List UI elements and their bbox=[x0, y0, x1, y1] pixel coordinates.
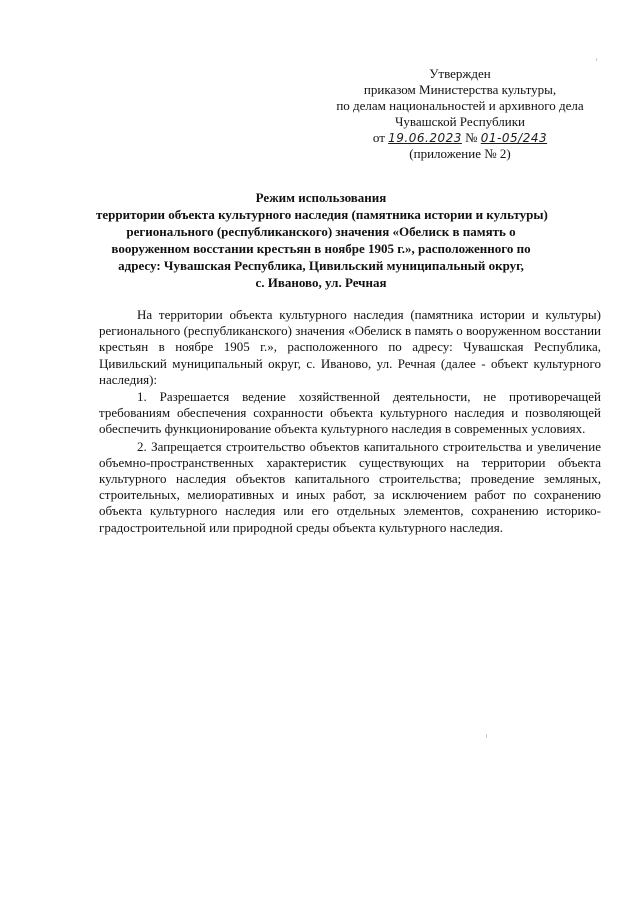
approval-ministry-line: по делам национальностей и архивного дела bbox=[336, 98, 584, 113]
approval-heading: Утвержден bbox=[429, 66, 491, 81]
title-line-4: вооруженном восстании крестьян в ноябре 1905 г.», расположенного по bbox=[111, 241, 531, 256]
title-line-2: территории объекта культурного наследия (памятника истории и культуры) bbox=[96, 207, 548, 222]
date-prefix: от bbox=[372, 130, 385, 145]
scan-artifact bbox=[486, 734, 487, 738]
approval-republic-line: Чувашской Республики bbox=[394, 114, 526, 129]
title-line-6: с. Иваново, ул. Речная bbox=[255, 275, 387, 290]
intro-paragraph: На территории объекта культурного наследия (памятника истории и культуры) регионального (республиканского) значения «Обелиск в память о вооруженном восстании крестьян в ноябре 1905 г.», расположенного по адресу: Чувашская Республика, Цивильский муниципальный округ, с. Иваново, ул. Речная (далее - объект культурного наследия): bbox=[99, 307, 601, 387]
scan-artifact bbox=[596, 58, 597, 61]
approval-order-line: приказом Министерства культуры, bbox=[363, 82, 557, 97]
appendix-label: (приложение № 2) bbox=[409, 146, 511, 161]
title-line-1: Режим использования bbox=[255, 190, 387, 205]
number-sign: № bbox=[465, 130, 478, 145]
title-line-3: регионального (республиканского) значения «Обелиск в память о bbox=[126, 224, 516, 239]
document-title bbox=[96, 189, 546, 291]
title-line-5: адресу: Чувашская Республика, Цивильский муниципальный округ, bbox=[118, 258, 524, 273]
item-1-paragraph: 1. Разрешается ведение хозяйственной деятельности, не противоречащей требованиям обеспечения сохранности объекта культурного наследия и позволяющей обеспечить функционирование объекта культурного наследия в современных условиях. bbox=[99, 389, 601, 437]
document-body bbox=[99, 307, 601, 536]
item-2-paragraph: 2. Запрещается строительство объектов капитального строительства и увеличение объемно-пространственных характеристик существующих на территории объекта культурного наследия объектов капитального строительства; проведение земляных, строительных, мелиоративных и иных работ, за исключением работ по сохранению объекта культурного наследия или его отдельных элементов, сохранению историко-градостроительной или природной среды объекта культурного наследия. bbox=[99, 438, 601, 535]
approval-date-line bbox=[300, 130, 620, 146]
handwritten-order-number: 01-05/243 bbox=[480, 131, 548, 145]
approval-stamp bbox=[300, 66, 620, 162]
handwritten-date: 19.06.2023 bbox=[388, 131, 462, 145]
